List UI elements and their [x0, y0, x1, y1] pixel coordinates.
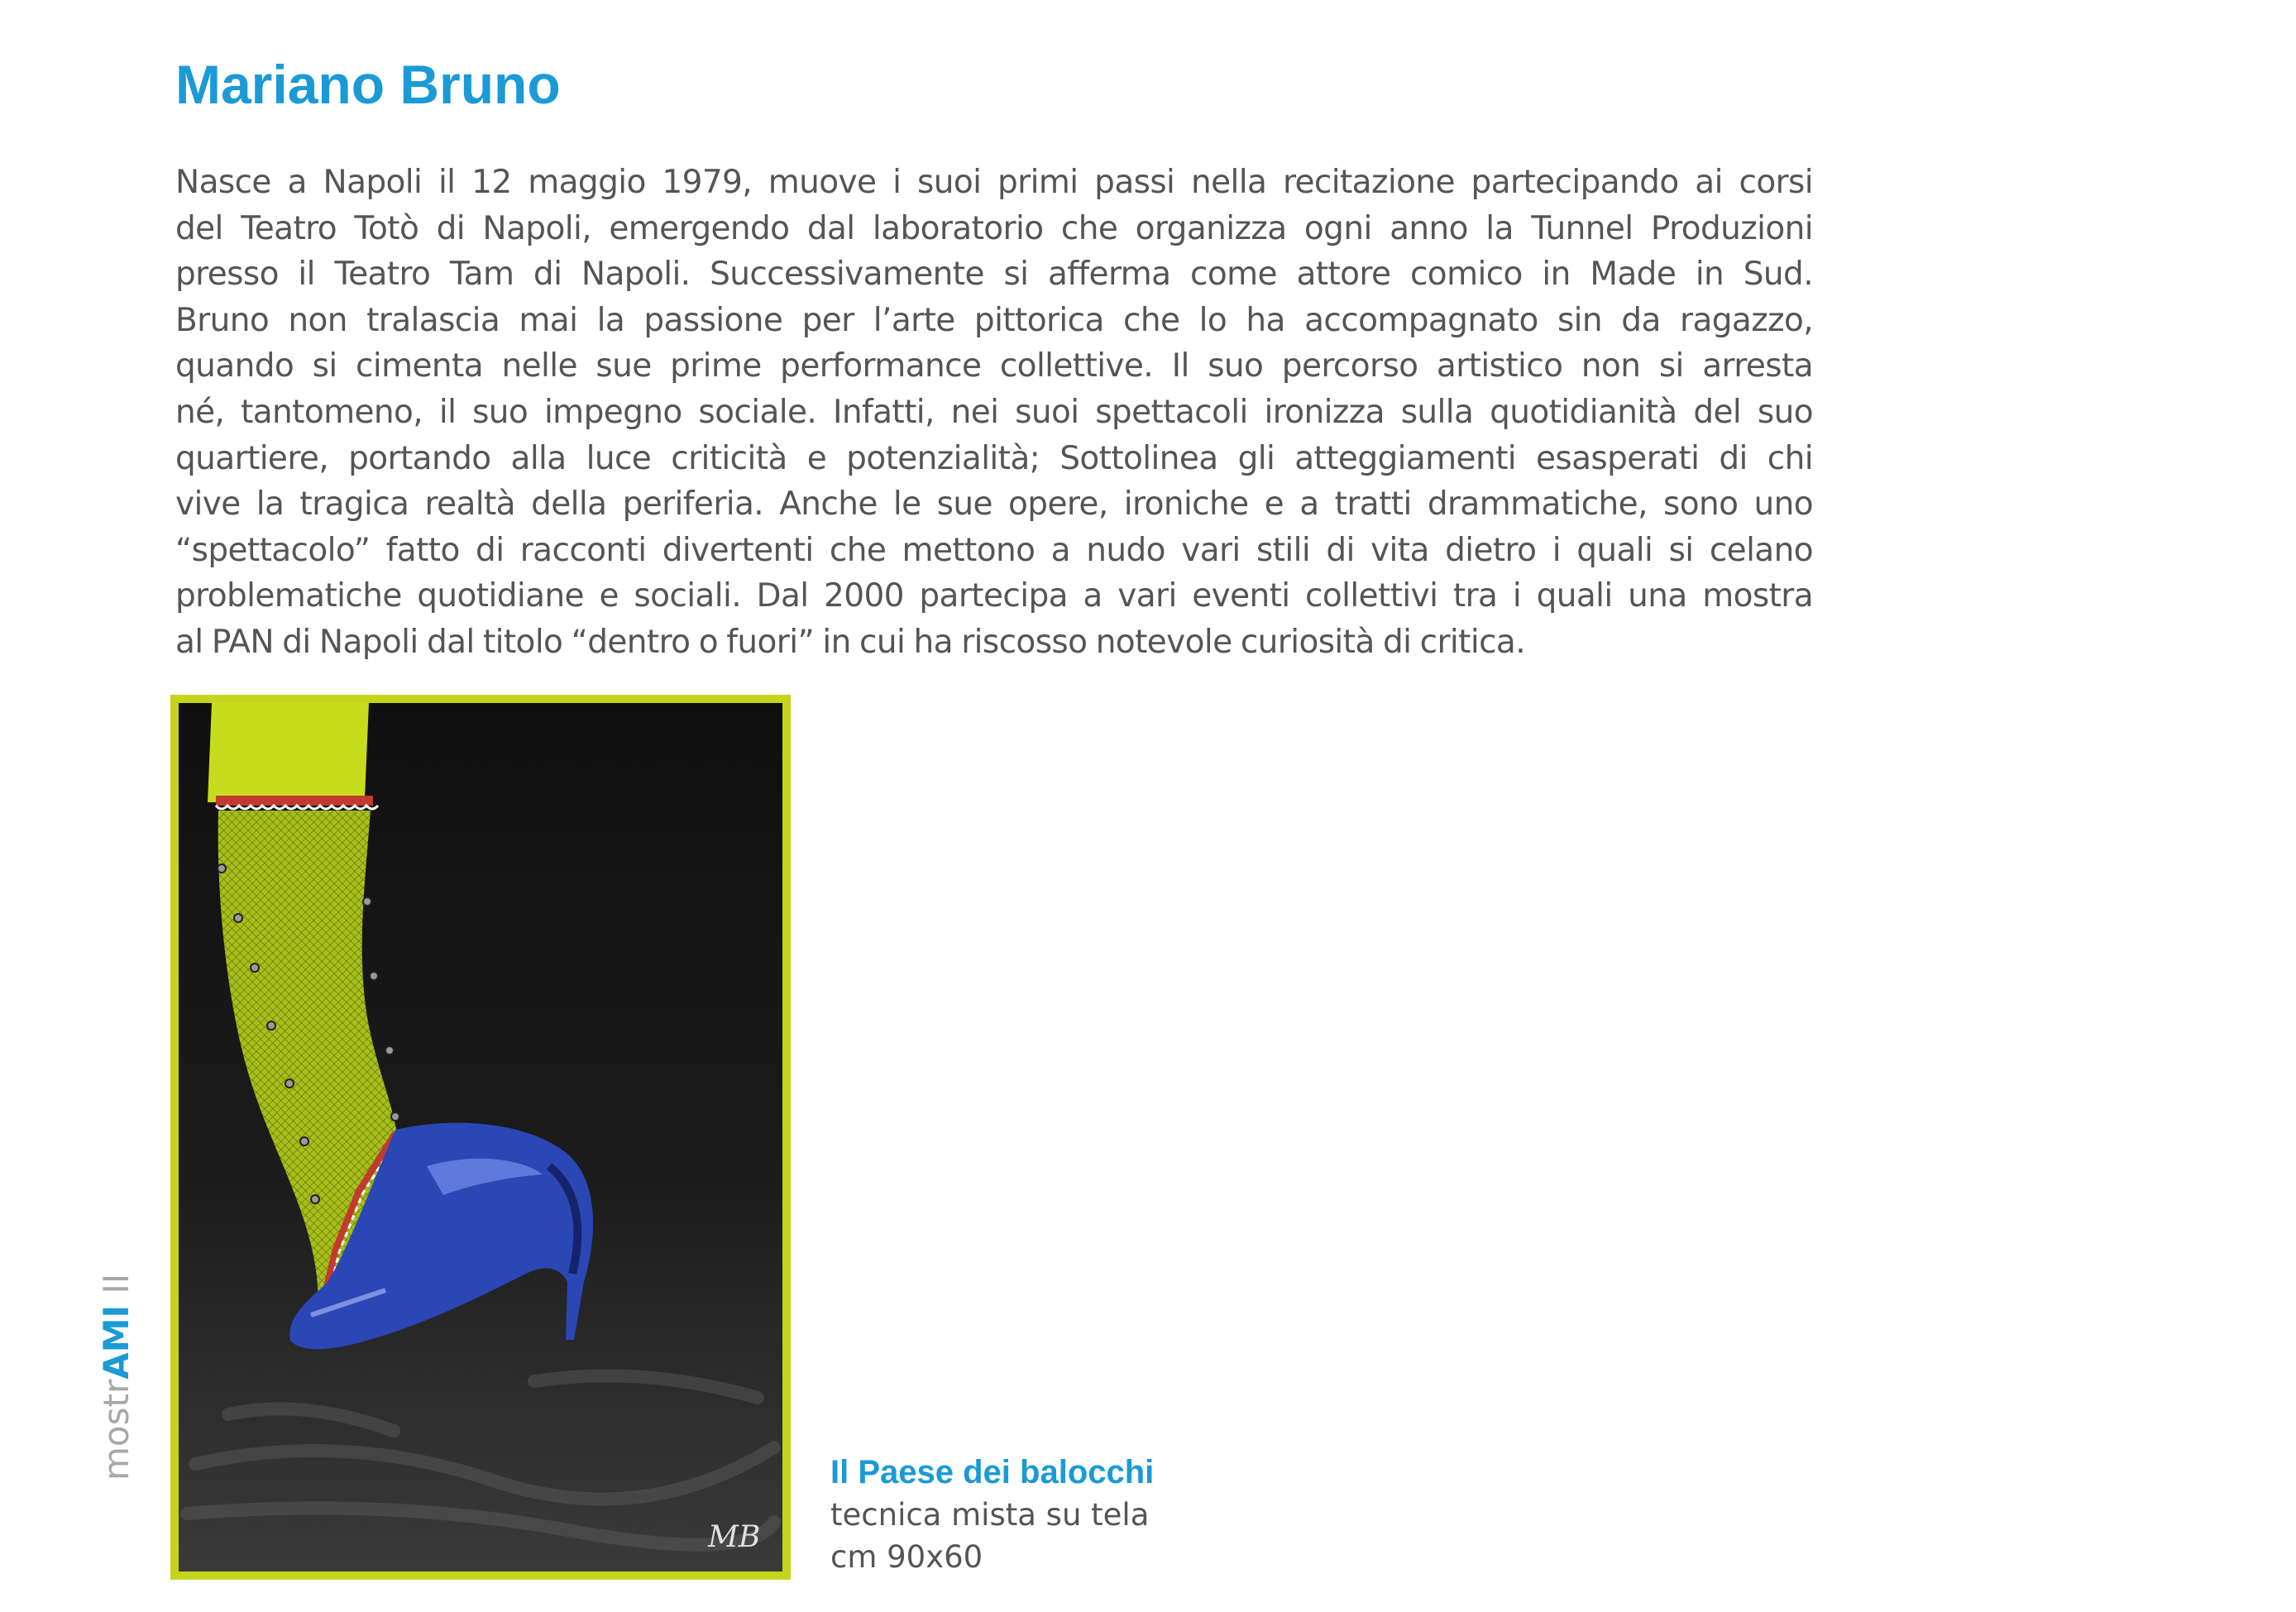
artist-signature: MB	[708, 1520, 761, 1554]
artwork-dimensions: cm 90x60	[830, 1539, 983, 1575]
bio-line: quartiere, portando alla luce criticità e potenzialità; Sottolinea gli atteggiamenti esasperati di chi	[175, 439, 1813, 477]
bio-line: del Teatro Totò di Napoli, emergendo dal laboratorio che organizza ogni anno la Tunnel Produzioni	[175, 209, 1813, 247]
artwork-image	[170, 695, 791, 1580]
bio-line: Nasce a Napoli il 12 maggio 1979, muove i suoi primi passi nella recitazione partecipando ai corsi	[175, 164, 1813, 201]
side-label-prefix: mostr	[96, 1379, 136, 1480]
bio-line: problematiche quotidiane e sociali. Dal 2000 partecipa a vari eventi collettivi tra i quali una mostra	[175, 577, 1813, 615]
side-label-suffix: II	[96, 1273, 136, 1305]
bio-line: al PAN di Napoli dal titolo “dentro o fuori” in cui ha riscosso notevole curiosità di critica.	[175, 623, 1526, 661]
bio-line: quando si cimenta nelle sue prime performance collettive. Il suo percorso artistico non si arresta	[175, 347, 1813, 385]
bio-line: Bruno non tralascia mai la passione per l’arte pittorica che lo ha accompagnato sin da ragazzo,	[175, 301, 1813, 339]
artwork-technique: tecnica mista su tela	[830, 1497, 1150, 1533]
publication-side-label	[96, 1273, 137, 1480]
bio-line: presso il Teatro Tam di Napoli. Successivamente si afferma come attore comico in Made in Sud.	[175, 256, 1813, 294]
bio-line: “spettacolo” fatto di racconti divertenti che mettono a nudo vari stili di vita dietro i quali si celano	[175, 531, 1813, 569]
page-title: Mariano Bruno	[175, 54, 561, 115]
side-label-accent: AMI	[96, 1304, 136, 1380]
bio-line: né, tantomeno, il suo impegno sociale. Infatti, nei suoi spettacoli ironizza sulla quotidianità del suo	[175, 393, 1813, 431]
artwork-caption	[830, 1452, 1154, 1578]
bio-line: vive la tragica realtà della periferia. Anche le sue opere, ironiche e a tratti drammatiche, sono uno	[175, 486, 1813, 524]
biography-text	[175, 160, 1813, 666]
painting-illustration	[179, 703, 782, 1571]
artwork-title: Il Paese dei balocchi	[830, 1454, 1155, 1490]
